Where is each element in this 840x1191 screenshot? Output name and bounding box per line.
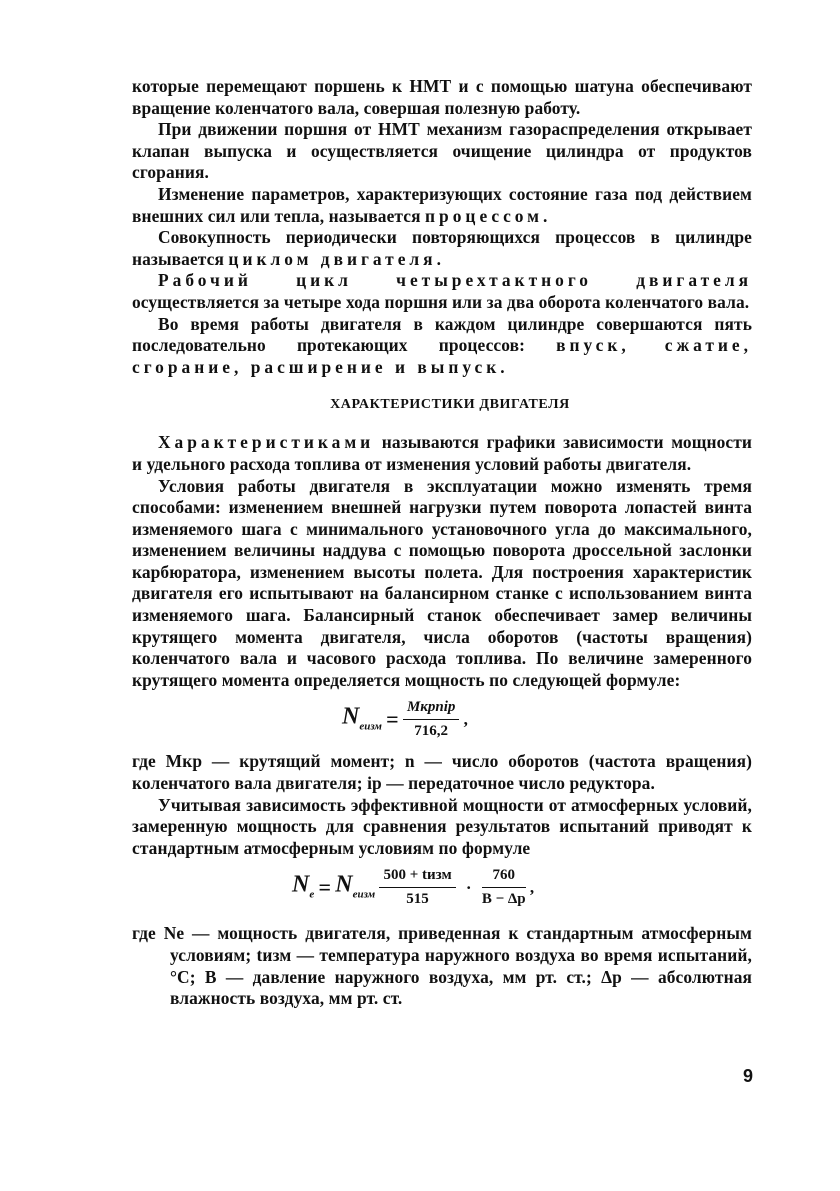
formula-2-comma: , bbox=[529, 877, 535, 897]
formula-2-fraction-2 bbox=[482, 867, 526, 908]
paragraph-6 bbox=[132, 314, 752, 379]
term-engine-cycle: циклом двигателя bbox=[228, 248, 437, 269]
term-characteristics: Характеристиками bbox=[158, 432, 375, 453]
paragraph-1 bbox=[132, 76, 752, 119]
paragraph-3 bbox=[132, 184, 752, 227]
formula-standard-power bbox=[132, 859, 752, 923]
paragraph-6-end: . bbox=[500, 356, 505, 377]
formula-1-comma: , bbox=[463, 709, 468, 729]
term-process: процессом bbox=[425, 205, 544, 226]
formula-2-numerator-2: 760 bbox=[482, 867, 526, 888]
formula-2-measured: N bbox=[335, 871, 353, 898]
formula-2-lhs-sub: е bbox=[309, 888, 315, 901]
paragraph-2-text: При движении поршня от НМТ механизм газораспределения открывает клапан выпуска и осуществляется очищение цилиндра от продуктов сгорания. bbox=[132, 119, 752, 183]
where-2-text: где Nе — мощность двигателя, приведенная к стандартным атмосферным условиям; tизм — температура наружного воздуха во время испытаний, °С; В — давление наружного воздуха, мм рт. ст.; Δp — абсолютная влажность воздуха, мм рт. ст. bbox=[132, 923, 752, 1009]
paragraph-2 bbox=[132, 119, 752, 184]
paragraph-5-text: осуществляется за четыре хода поршня или за два оборота коленчатого вала. bbox=[132, 291, 750, 312]
formula-2-dot: · bbox=[465, 877, 472, 897]
where-1 bbox=[132, 751, 752, 794]
formula-2-lhs: N bbox=[292, 871, 310, 898]
where-2 bbox=[132, 923, 752, 1009]
section-paragraph-1 bbox=[132, 432, 752, 475]
paragraph-4 bbox=[132, 227, 752, 270]
term-five-processes: впуск, сжатие, сгорание, расширение и выпуск bbox=[132, 335, 752, 377]
formula-1-equals: = bbox=[386, 706, 399, 732]
section-paragraph-3 bbox=[132, 795, 752, 860]
formula-2-denominator-2: В − Δp bbox=[481, 891, 526, 908]
formula-1-denominator: 716,2 bbox=[414, 723, 449, 740]
section-paragraph-1-text: называются графики зависимости мощности и удельного расхода топлива от изменения условий работы двигателя. bbox=[132, 432, 752, 474]
formula-2-fraction-1 bbox=[379, 867, 455, 908]
formula-1-fraction bbox=[403, 699, 459, 740]
section-paragraph-3-text: Учитывая зависимость эффективной мощности от атмосферных условий, замеренную мощность для сравнения результатов испытаний приводят к стандартным атмосферным условиям по формуле bbox=[132, 794, 752, 858]
paragraph-1-text: которые перемещают поршень к НМТ и с помощью шатуна обеспечивают вращение коленчатого вала, совершая полезную работу. bbox=[132, 76, 752, 118]
formula-2-denominator-1: 515 bbox=[406, 891, 429, 908]
paragraph-3-end: . bbox=[543, 205, 548, 226]
page-number: 9 bbox=[743, 1066, 754, 1086]
formula-1-lhs-sub: еизм bbox=[359, 720, 382, 733]
paragraph-4-text: Совокупность периодически повторяющихся процессов в цилиндре называется bbox=[132, 227, 752, 269]
section-paragraph-2-text: Условия работы двигателя в эксплуатации можно изменять тремя способами: изменением внешней нагрузки путем поворота лопастей винта изменяемого шага с минимального установочного угла до максимального, изменением величины наддува с помощью поворота дроссельной заслонки карбюратора, изменением высоты полета. Для построения характеристик двигателя его испытывают на балансирном станке с использованием винта изменяемого шага. Балансирный станок обеспечивает замер величины крутящего момента двигателя, числа оборотов (частоты вращения) коленчатого вала и часового расхода топлива. По величине замеренного крутящего момента определяется мощность по следующей формуле: bbox=[132, 475, 752, 690]
paragraph-5 bbox=[132, 270, 752, 313]
formula-1-lhs: N bbox=[342, 703, 360, 730]
paragraph-3-text: Изменение параметров, характеризующих состояние газа под действием внешних сил или тепла, называется bbox=[132, 183, 752, 226]
section-paragraph-2 bbox=[132, 476, 752, 692]
formula-measured-power bbox=[132, 691, 752, 751]
where-1-text: где Mкр — крутящий момент; n — число оборотов (частота вращения) коленчатого вала двигателя; iр — передаточное число редуктора. bbox=[132, 751, 752, 794]
formula-2-measured-sub: еизм bbox=[352, 888, 376, 901]
paragraph-6-text: Во время работы двигателя в каждом цилиндре совершаются пять последовательно протекающих процессов: bbox=[132, 313, 752, 356]
section-title: ХАРАКТЕРИСТИКИ ДВИГАТЕЛЯ bbox=[330, 397, 570, 413]
formula-1-numerator: Mкрniр bbox=[403, 699, 459, 720]
term-working-cycle: Рабочий цикл четырехтактного двигателя bbox=[158, 270, 752, 291]
formula-2-equals: = bbox=[318, 874, 332, 900]
text-column bbox=[132, 76, 752, 1010]
formula-2-numerator-1: 500 + tизм bbox=[379, 867, 455, 888]
paragraph-4-end: . bbox=[436, 248, 442, 269]
